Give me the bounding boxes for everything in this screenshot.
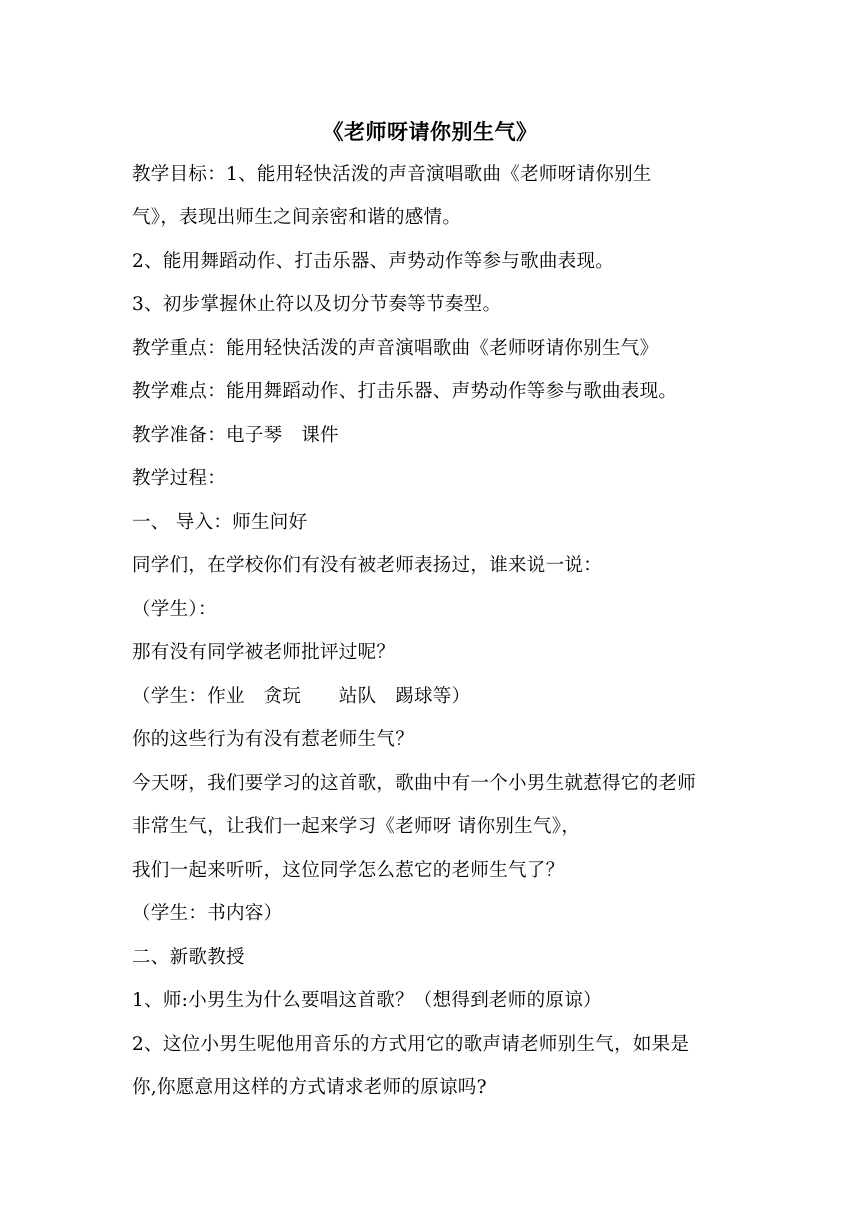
- body-line: 二、新歌教授: [132, 947, 245, 968]
- body-line: 教学目标：1、能用轻快活泼的声音演唱歌曲《老师呀请你别生: [132, 164, 652, 185]
- body-line: 你的这些行为有没有惹老师生气？: [132, 729, 415, 750]
- body-line: （学生：作业 贪玩 站队 踢球等）: [132, 686, 471, 707]
- body-line: 非常生气，让我们一起来学习《老师呀 请你别生气》，: [132, 816, 581, 837]
- body-line: 气》，表现出师生之间亲密和谐的感情。: [132, 207, 462, 228]
- body-line: 我们一起来听听，这位同学怎么惹它的老师生气了？: [132, 860, 565, 881]
- body-line: 1、师:小男生为什么要唱这首歌？（想得到老师的原谅）: [132, 990, 602, 1011]
- body-line: 教学过程：: [132, 468, 227, 489]
- body-line: （学生：书内容）: [132, 903, 283, 924]
- body-line: 教学重点：能用轻快活泼的声音演唱歌曲《老师呀请你别生气》: [132, 338, 659, 359]
- body-line: 教学难点：能用舞蹈动作、打击乐器、声势动作等参与歌曲表现。: [132, 381, 678, 402]
- body-line: 教学准备：电子琴 课件: [132, 425, 339, 446]
- body-line: 同学们，在学校你们有没有被老师表扬过，谁来说一说：: [132, 555, 603, 576]
- body-line: 那有没有同学被老师批评过呢？: [132, 642, 396, 663]
- body-line: 你,你愿意用这样的方式请求老师的原谅吗?: [132, 1077, 487, 1098]
- body-line: 一、 导入：师生问好: [132, 512, 308, 533]
- body-line: 今天呀，我们要学习的这首歌，歌曲中有一个小男生就惹得它的老师: [132, 773, 697, 794]
- document-title: 《老师呀请你别生气》: [322, 119, 538, 144]
- body-line: 2、能用舞蹈动作、打击乐器、声势动作等参与歌曲表现。: [132, 251, 615, 272]
- body-line: （学生）：: [132, 599, 217, 620]
- body-line: 3、初步掌握休止符以及切分节奏等节奏型。: [132, 294, 502, 315]
- body-line: 2、这位小男生呢他用音乐的方式用它的歌声请老师别生气，如果是: [132, 1034, 690, 1055]
